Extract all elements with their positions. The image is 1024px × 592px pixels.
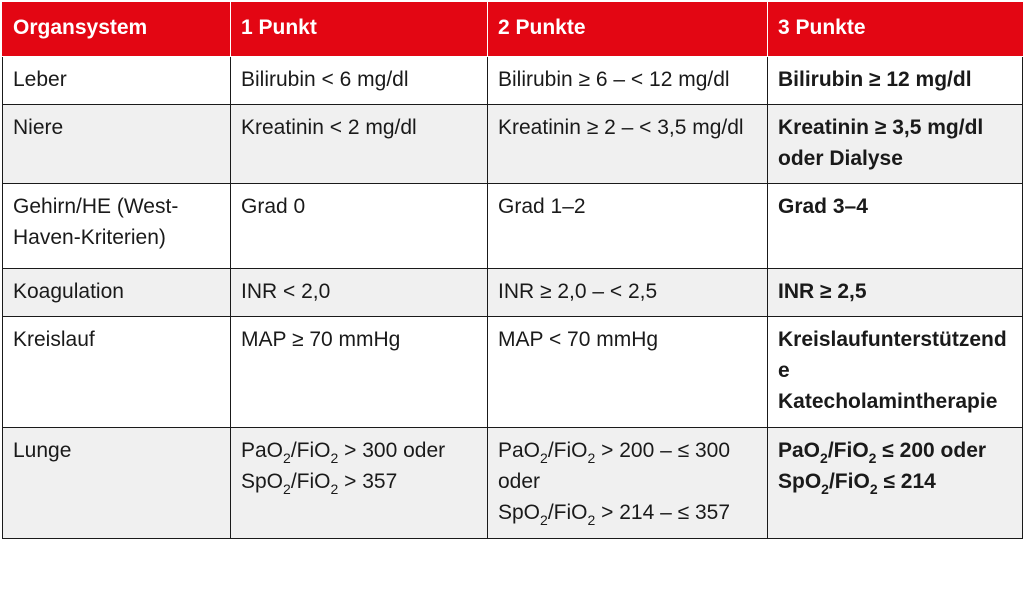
header-1-punkt: 1 Punkt: [231, 3, 488, 57]
table-row-niere: [3, 105, 1023, 184]
table-header: [3, 3, 1023, 57]
cell-organ: Leber: [3, 57, 231, 105]
cell-3-punkte: [768, 428, 1023, 539]
table-row-leber: [3, 57, 1023, 105]
spo2-label: SpO: [498, 501, 541, 524]
cell-organ: Gehirn/HE (West-Haven-Kriterien): [3, 184, 231, 269]
cell-1-punkt: Kreatinin < 2 mg/dl: [231, 105, 488, 184]
cell-organ: Kreislauf: [3, 317, 231, 428]
subscript: 2: [330, 450, 339, 466]
subscript: 2: [820, 450, 828, 466]
subscript: 2: [868, 450, 877, 466]
cell-organ: Lunge: [3, 428, 231, 539]
cell-1-punkt: Grad 0: [231, 184, 488, 269]
cell-1-punkt: MAP ≥ 70 mmHg: [231, 317, 488, 428]
header-row: [3, 3, 1023, 57]
cell-2-punkte: MAP < 70 mmHg: [488, 317, 768, 428]
spo2-label: SpO: [241, 470, 284, 493]
pao2-label: PaO: [241, 439, 284, 462]
condition-text: > 357: [338, 470, 398, 493]
cell-2-punkte: [488, 428, 768, 539]
cell-3-punkte: Bilirubin ≥ 12 mg/dl: [768, 57, 1023, 105]
cell-3-punkte: Kreislaufunterstützende Katecholamintherapie: [768, 317, 1023, 428]
cell-1-punkt: INR < 2,0: [231, 269, 488, 317]
condition-text: ≤ 214: [877, 470, 936, 493]
condition-text: ≤ 200 oder: [876, 439, 987, 462]
cell-3-punkte: INR ≥ 2,5: [768, 269, 1023, 317]
fio2-label: /FiO: [828, 470, 870, 493]
condition-text: > 200 – ≤ 300: [595, 439, 731, 462]
cell-organ: Koagulation: [3, 269, 231, 317]
oder-text: oder: [498, 470, 541, 493]
cell-2-punkte: Grad 1–2: [488, 184, 768, 269]
subscript: 2: [540, 512, 548, 528]
header-2-punkte: 2 Punkte: [488, 3, 768, 57]
cell-2-punkte: Bilirubin ≥ 6 – < 12 mg/dl: [488, 57, 768, 105]
header-3-punkte: 3 Punkte: [768, 3, 1023, 57]
pao2-label: PaO: [778, 439, 821, 462]
pao2-label: PaO: [498, 439, 541, 462]
cell-2-punkte: Kreatinin ≥ 2 – < 3,5 mg/dl: [488, 105, 768, 184]
cell-1-punkt: Bilirubin < 6 mg/dl: [231, 57, 488, 105]
clif-score-table: [2, 2, 1023, 539]
fio2-label: /FiO: [827, 439, 869, 462]
table-body: [3, 57, 1023, 539]
cell-3-punkte: Grad 3–4: [768, 184, 1023, 269]
fio2-label: /FiO: [547, 501, 588, 524]
spo2-label: SpO: [778, 470, 822, 493]
cell-1-punkt: [231, 428, 488, 539]
cell-2-punkte: INR ≥ 2,0 – < 2,5: [488, 269, 768, 317]
table-row-kreislauf: [3, 317, 1023, 428]
subscript: 2: [821, 481, 829, 497]
subscript: 2: [587, 450, 596, 466]
subscript: 2: [283, 450, 291, 466]
table-row-koagulation: [3, 269, 1023, 317]
header-organsystem: Organsystem: [3, 3, 231, 57]
subscript: 2: [283, 481, 291, 497]
subscript: 2: [330, 481, 339, 497]
table-row-gehirn: [3, 184, 1023, 269]
subscript: 2: [540, 450, 548, 466]
cell-organ: Niere: [3, 105, 231, 184]
fio2-label: /FiO: [547, 439, 588, 462]
subscript: 2: [869, 481, 878, 497]
fio2-label: /FiO: [290, 470, 331, 493]
table-row-lunge: [3, 428, 1023, 539]
condition-text: > 300 oder: [338, 439, 446, 462]
condition-text: > 214 – ≤ 357: [595, 501, 731, 524]
cell-3-punkte: Kreatinin ≥ 3,5 mg/dl oder Dialyse: [768, 105, 1023, 184]
subscript: 2: [587, 512, 596, 528]
fio2-label: /FiO: [290, 439, 331, 462]
